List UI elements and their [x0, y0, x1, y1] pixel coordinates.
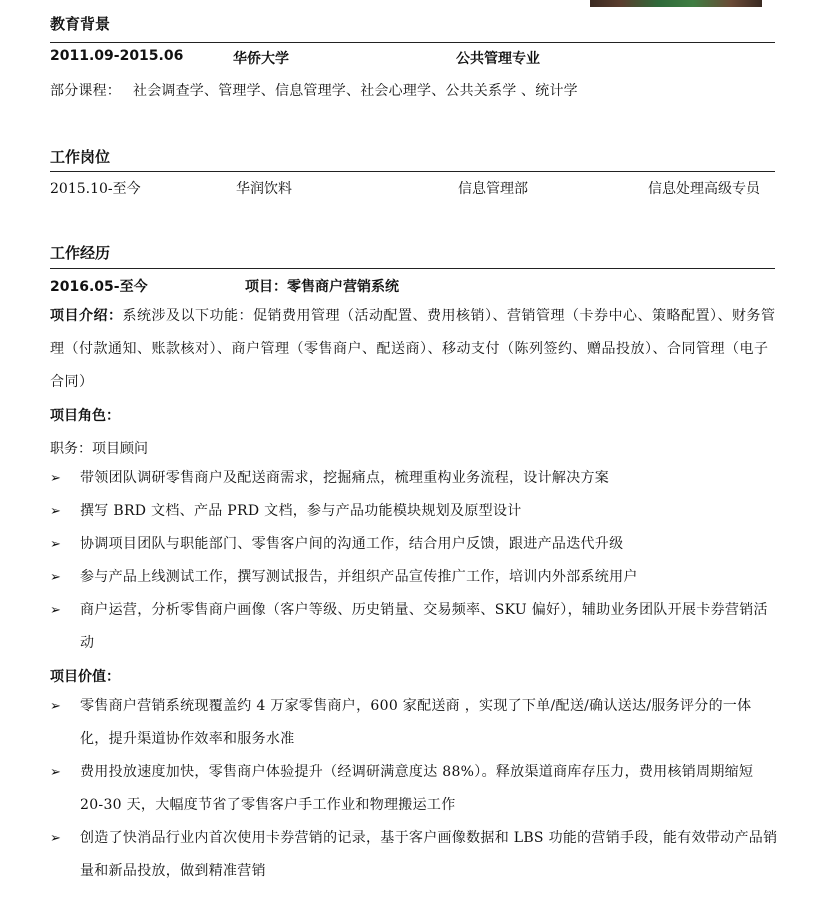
- arrow-bullet-icon: ➢: [50, 765, 62, 780]
- list-item: ➢ 费用投放速度加快，零售商户体验提升（经调研满意度达 88%）。释放渠道商库存压力，费用核销周期缩短 20-30 天，大幅度节省了零售客户手工作业和物理搬运工作: [50, 756, 780, 822]
- project-intro-text: 系统涉及以下功能：促销费用管理（活动配置、费用核销）、营销管理（卡券中心、策略配置）、财务管理（付款通知、账款核对）、商户管理（零售商户、配送商）、移动支付（陈列签约、赠品投放）、合同管理（电子合同）: [50, 308, 776, 390]
- arrow-bullet-icon: ➢: [50, 504, 62, 519]
- project-duty: 职务：项目顾问: [50, 441, 148, 457]
- position-heading: 工作岗位: [50, 148, 111, 166]
- list-item: ➢ 零售商户营销系统现覆盖约 4 万家零售商户，600 家配送商 ，实现了下单/配送/确认送达/服务评分的一体化，提升渠道协作效率和服务水准: [50, 690, 780, 756]
- list-item: ➢ 协调项目团队与职能部门、零售客户间的沟通工作，结合用户反馈，跟进产品迭代升级: [50, 528, 780, 561]
- position-department: 信息管理部: [458, 181, 528, 197]
- courses-list: 社会调查学、管理学、信息管理学、社会心理学、公共关系学 、统计学: [133, 83, 578, 99]
- education-major: 公共管理专业: [456, 51, 540, 67]
- list-item: ➢ 带领团队调研零售商户及配送商需求，挖掘痛点，梳理重构业务流程，设计解决方案: [50, 462, 780, 495]
- position-period: 2015.10-至今: [50, 181, 141, 197]
- project-value-label: 项目价值：: [50, 669, 120, 685]
- value-list: [50, 690, 780, 888]
- project-intro: [50, 300, 780, 399]
- experience-row: [50, 276, 775, 298]
- position-company: 华润饮料: [236, 181, 292, 197]
- courses-label: 部分课程：: [50, 83, 121, 99]
- profile-photo: [590, 0, 762, 7]
- education-row: [50, 48, 775, 70]
- arrow-bullet-icon: ➢: [50, 699, 62, 714]
- courses-line: [50, 80, 578, 100]
- arrow-bullet-icon: ➢: [50, 570, 62, 585]
- section-divider: [50, 171, 775, 172]
- arrow-bullet-icon: ➢: [50, 603, 62, 618]
- arrow-bullet-icon: ➢: [50, 831, 62, 846]
- education-period: 2011.09-2015.06: [50, 48, 184, 64]
- arrow-bullet-icon: ➢: [50, 537, 62, 552]
- section-divider: [50, 42, 775, 43]
- position-title: 信息处理高级专员: [648, 181, 760, 197]
- list-item: ➢ 创造了快消品行业内首次使用卡券营销的记录，基于客户画像数据和 LBS 功能的营销手段，能有效带动产品销量和新品投放，做到精准营销: [50, 822, 780, 888]
- list-item: ➢ 商户运营，分析零售商户画像（客户等级、历史销量、交易频率、SKU 偏好），辅助业务团队开展卡券营销活动: [50, 594, 780, 660]
- list-item: ➢ 撰写 BRD 文档、产品 PRD 文档，参与产品功能模块规划及原型设计: [50, 495, 780, 528]
- experience-heading: 工作经历: [50, 244, 111, 262]
- role-list: [50, 462, 780, 660]
- education-school: 华侨大学: [233, 51, 289, 67]
- arrow-bullet-icon: ➢: [50, 471, 62, 486]
- section-divider: [50, 268, 775, 269]
- project-role-label: 项目角色：: [50, 408, 120, 424]
- list-item: ➢ 参与产品上线测试工作，撰写测试报告，并组织产品宣传推广工作，培训内外部系统用户: [50, 561, 780, 594]
- position-row: [50, 178, 775, 200]
- project-intro-label: 项目介绍：: [50, 308, 123, 324]
- project-name: 项目：零售商户营销系统: [245, 279, 399, 295]
- experience-period: 2016.05-至今: [50, 279, 148, 295]
- education-heading: 教育背景: [50, 15, 111, 33]
